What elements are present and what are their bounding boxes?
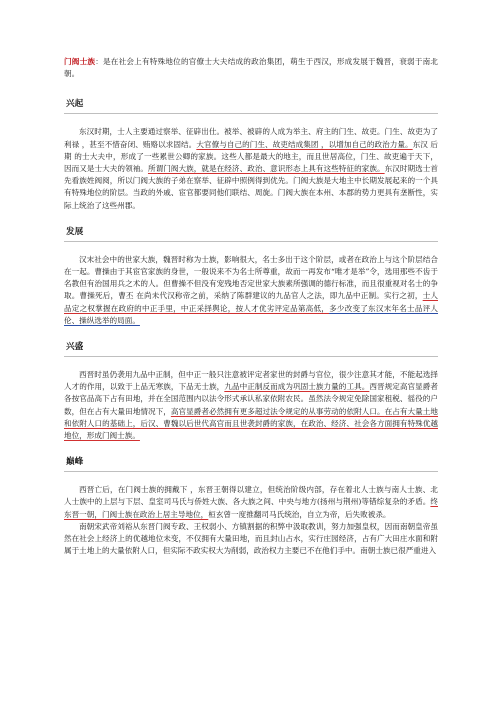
section-body [64, 254, 438, 327]
body-paragraph [64, 521, 438, 558]
document-body [64, 56, 438, 571]
paragraph-text: 汉末社会中的世家大族，魏晋时称为士族，影响很大，名士多出于这个阶层，或者在政治上与这个阶层结合在一起。曹操由于其宦官家族的身世，一般说来不为名士所尊重，故而一再发布“唯才是举”令，选用那些不齿于名教但有治国用兵之术的人。但曹操不但没有宠残地否定世家大族素所强调的德行标准，而且很重视对名士的争取。曹操死后，曹丕 在尚未代汉称帝之前，采纳了陈群建议的九品官人之法，即九品中正制。实行之初， [64, 254, 438, 301]
underlined-text: 终东晋一朝，门阀士族在政治上居主导地位， [64, 497, 438, 519]
underlined-text: 所谓门阀大族，就是在经济、政治、意识形态上具有这些特征的家族。 [147, 164, 385, 174]
paragraph-text: 西晋亡后，在门阀士族的拥戴下 ，东晋王朝得以建立，但统治阶级内部，存在着北人士族与南人士族、北人士族中的上层与下层、皇室司马氏与侨姓大族、各大族之间、中央与地方(扬州与荆州)等错综复杂的矛盾。 [64, 485, 438, 507]
section-heading: 兴盛 [64, 341, 438, 357]
paragraph-text: 西晋时虽仍袭用九品中正制，但中正一般只注意被评定者家世的封爵与官位，很少注意其才能，不能起选择人才的作用，以致于上品无寒族，下品无士族， [64, 370, 438, 392]
body-paragraph [64, 484, 438, 521]
paragraph-text: 西晋规定高官显爵者各按官品高下占有田地，并在全国范围内以法令形式承认私家依附农民。虽然法令规定免除国家租税、徭役的户数，但在占有大量田地情况下， [64, 382, 439, 416]
section-heading: 巅峰 [64, 456, 438, 472]
paragraph-text: 东汉 后期 的士大夫中，形成了一些累世公卿的家族。这些人都是最大的地主，而且世居高位，门生、故吏遍于天下，因而又是士大夫的领袖。 [64, 139, 438, 174]
underlined-text: 大官僚与自己的门生、故吏结成集团 ，以增加自己的政治力量。 [196, 139, 413, 149]
underlined-text: 多少改变了东汉末年名士品评人伦、操纵选举的局面。 [64, 303, 439, 325]
section-body [64, 126, 438, 211]
intro-text: ：是在社会上有特殊地位的官僚士大夫结成的政治集团，萌生于西汉，形成发展于魏晋，衰弱于南北朝。 [64, 57, 438, 79]
body-paragraph [64, 369, 438, 442]
paragraph-text: 东汉时期选士首先看族姓阀阅，所以门阀大族的子弟在察举、征辟中照例得到优先。门阀大族是大地主中长期发展起来的一个具有特殊地位的阶层。当政的外戚、宦官都要同他们联结、周旋。门阀大族在本州、本郡的势力更具有垄断性，实际上统治了这些州郡。 [64, 164, 439, 210]
intro-paragraph [64, 56, 438, 80]
underlined-text: 士人品定之权掌握在政府的中正手里，中正采择舆论，按人才优劣评定品第高低， [64, 291, 438, 313]
section-heading: 发展 [64, 226, 438, 242]
section-body [64, 484, 438, 557]
section-body [64, 369, 438, 442]
intro-term: 门阀士族 [64, 57, 96, 66]
paragraph-text: 南朝宋武帝刘裕从东晋门阀专政、王权弱小、方镇割据的积弊中汲取教训，努力加强皇权，因而南朝皇帝虽然在社会上经济上的优越地位未变，不仅拥有大量田地，而且封山占水，实行庄园经济，占有广大田庄水面和附属于土地上的大量依附人口，但实际不政实权大为削弱，政治权力主要已不在他们手中。南朝士族已很严重进入 [64, 521, 438, 556]
paragraph-text: 桓玄曾一度推翻司马氏统治，自立为帝，后失败被杀。 [208, 509, 391, 519]
sections-container [64, 98, 438, 557]
underlined-text: 九品中正制反而成为巩固士族力量的工具。 [224, 382, 370, 392]
underlined-text: 高官显爵者必然拥有更多超过法令规定的从事劳动的依附人口。 [170, 406, 385, 416]
paragraph-text: 东汉时期，士人主要通过察举、征辟出仕。被举、被辟的人成为举主、府主的门生、故吏。门生、故吏为了利禄 ，甚至不惜奋闭、贿赂以求固结。 [64, 127, 438, 149]
body-paragraph [64, 126, 438, 211]
section-heading: 兴起 [64, 98, 438, 114]
underlined-text: 在占有大量土地和依附人口的基础上，后汉、曹魏以后世代高官而且世袭封爵的家族，在政治、经济、社会各方面拥有特殊优越地位，形成门阀士族。 [64, 406, 439, 441]
body-paragraph [64, 254, 438, 327]
